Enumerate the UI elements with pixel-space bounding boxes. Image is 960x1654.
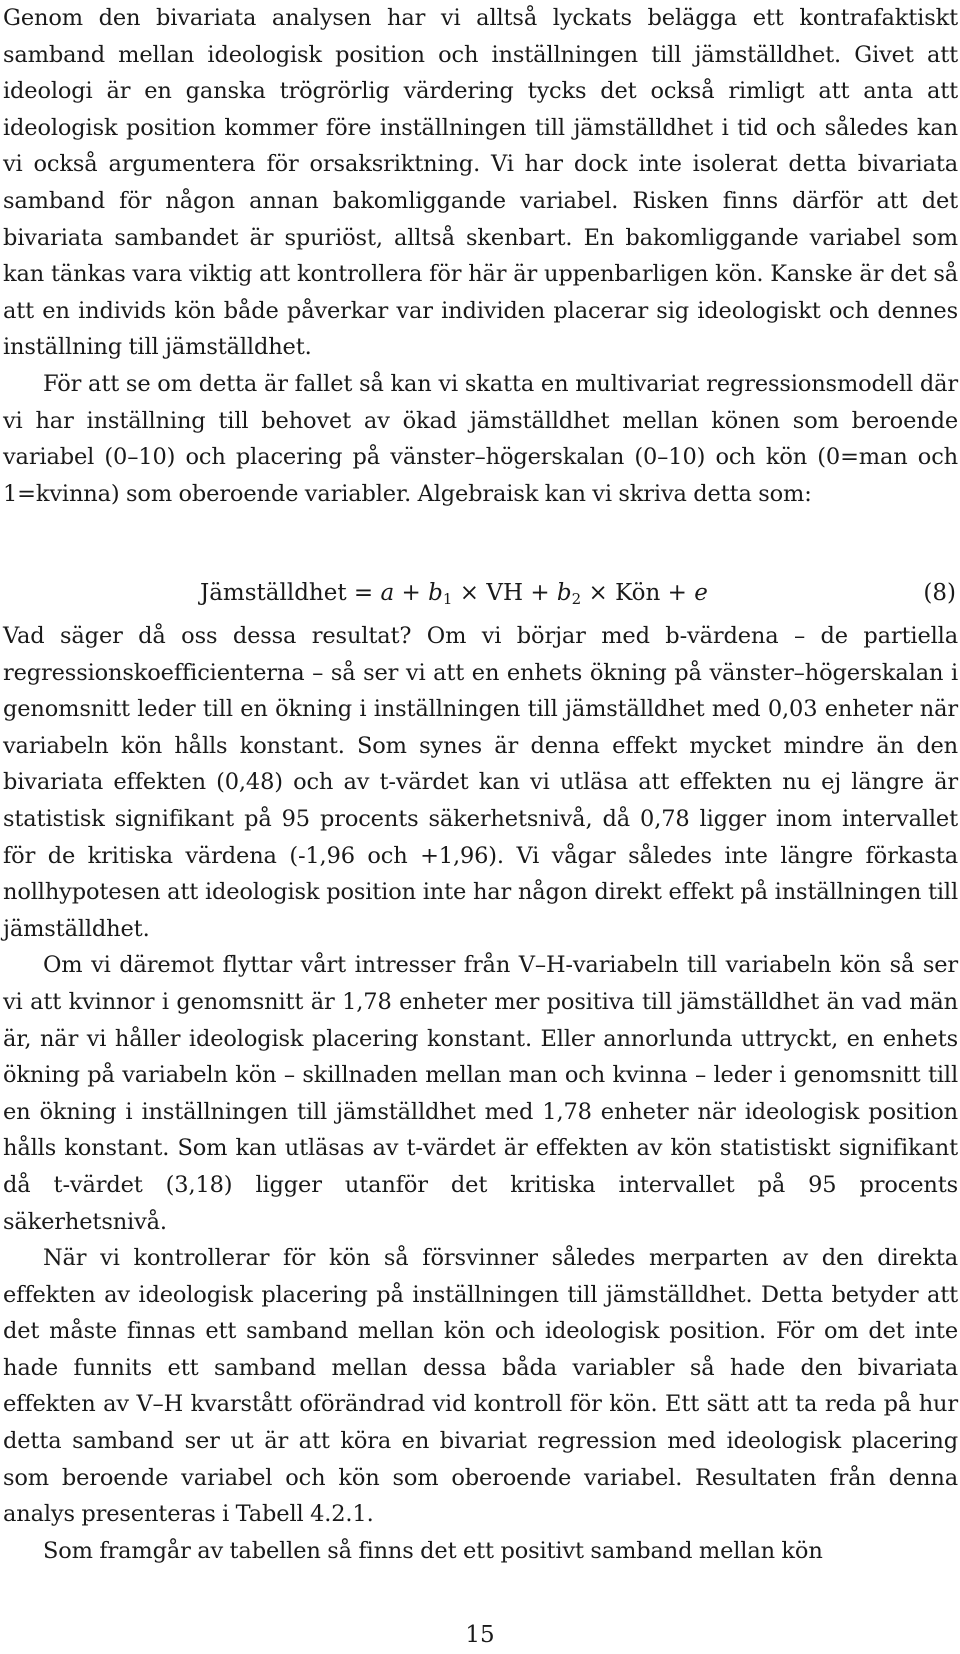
equation-term-kon: Kön xyxy=(615,580,661,606)
equation-body xyxy=(200,573,708,613)
equation-sub-2: 2 xyxy=(571,590,582,608)
equation-sub-1: 1 xyxy=(442,590,453,608)
paragraph: Om vi däremot flyttar vårt intresser från V–H-variabeln till variabeln kön så ser vi att kvinnor i genomsnitt är 1,78 enheter mer positiva till jämställdhet än vad män är, när vi håller ideologisk placering konstant. Eller annorlunda uttryckt, en enhets ökning på variabeln kön – skillnaden mellan man och kvinna – leder i genomsnitt till en ökning i inställningen till jämställdhet med 1,78 enheter när ideologisk position hålls konstant. Som kan utläsas av t-värdet är effekten av kön statistiskt signifikant då t-värdet (3,18) ligger utanför det kritiska intervallet på 95 procents säkerhetsnivå. xyxy=(3,952,958,1235)
equation-times: × xyxy=(459,580,480,606)
equation-8 xyxy=(0,573,960,613)
page-number: 15 xyxy=(465,1622,495,1648)
equation-coef-b2: b xyxy=(556,580,572,606)
equation-plus: + xyxy=(530,580,550,606)
paragraph: Vad säger då oss dessa resultat? Om vi börjar med b-värdena – de partiella regressionskoefficienterna – så ser vi att en enhets ökning på vänster–högerskalan i genomsnitt leder till en ökning i inställningen till jämställdhet med 0,03 enheter när variabeln kön hålls konstant. Som synes är denna effekt mycket mindre än den bivariata effekten (0,48) och av t-värdet kan vi utläsa att effekten nu ej längre är statistisk signifikant på 95 procents säkerhetsnivå, då 0,78 ligger inom intervallet för de kritiska värdena (-1,96 och +1,96). Vi vågar således inte längre förkasta nollhypotesen att ideologisk position inte har någon direkt effekt på inställningen till jämställdhet. xyxy=(3,623,958,942)
equation-equals: = xyxy=(353,580,374,606)
body-text-top xyxy=(3,0,958,512)
paragraph: Som framgår av tabellen så finns det ett positivt samband mellan kön xyxy=(43,1537,823,1564)
equation-constant: a xyxy=(380,580,395,606)
equation-plus: + xyxy=(401,580,421,606)
equation-error: e xyxy=(694,580,708,606)
equation-coef-b1: b xyxy=(428,580,443,606)
equation-term-vh: VH xyxy=(486,580,523,606)
paragraph: För att se om detta är fallet så kan vi skatta en multivariat regressionsmodell där vi har inställning till behovet av ökad jämställdhet mellan könen som beroende variabel (0–10) och placering på vänster–högerskalan (0–10) och kön (0=man och 1=kvinna) som oberoende variabler. Algebraisk kan vi skriva detta som: xyxy=(3,370,958,507)
equation-plus: + xyxy=(667,580,687,606)
equation-lhs: Jämställdhet xyxy=(200,580,347,606)
equation-times: × xyxy=(588,580,608,606)
paragraph: När vi kontrollerar för kön så försvinner således merparten av den direkta effekten av ideologisk placering på inställningen till jämställdhet. Detta betyder att det måste finnas ett samband mellan kön och ideologisk position. För om det inte hade funnits ett samband mellan dessa båda variabler så hade den bivariata effekten av V–H kvarstått oförändrad vid kontroll för kön. Ett sätt att ta reda på hur detta samband ser ut är att köra en bivariat regression med ideologisk placering som beroende variabel och kön som oberoende variabel. Resultaten från denna analys presenteras i Tabell 4.2.1. xyxy=(3,1245,958,1528)
equation-number: (8) xyxy=(923,580,956,606)
paragraph: Genom den bivariata analysen har vi alltså lyckats belägga ett kontrafaktiskt samband mellan ideologisk position och inställningen till jämställdhet. Givet att ideologi är en ganska trögrörlig värdering tycks det också rimligt att anta att ideologisk position kommer före inställningen till jämställdhet i tid och således kan vi också argumentera för orsaksriktning. Vi har dock inte isolerat detta bivariata samband för någon annan bakomliggande variabel. Risken finns därför att det bivariata sambandet är spuriöst, alltså skenbart. En bakomliggande variabel som kan tänkas vara viktig att kontrollera för här är uppenbarligen kön. Kanske är det så att en individs kön både påverkar var individen placerar sig ideologiskt och dennes inställning till jämställdhet. xyxy=(3,5,958,361)
body-text-bottom xyxy=(3,618,958,1569)
